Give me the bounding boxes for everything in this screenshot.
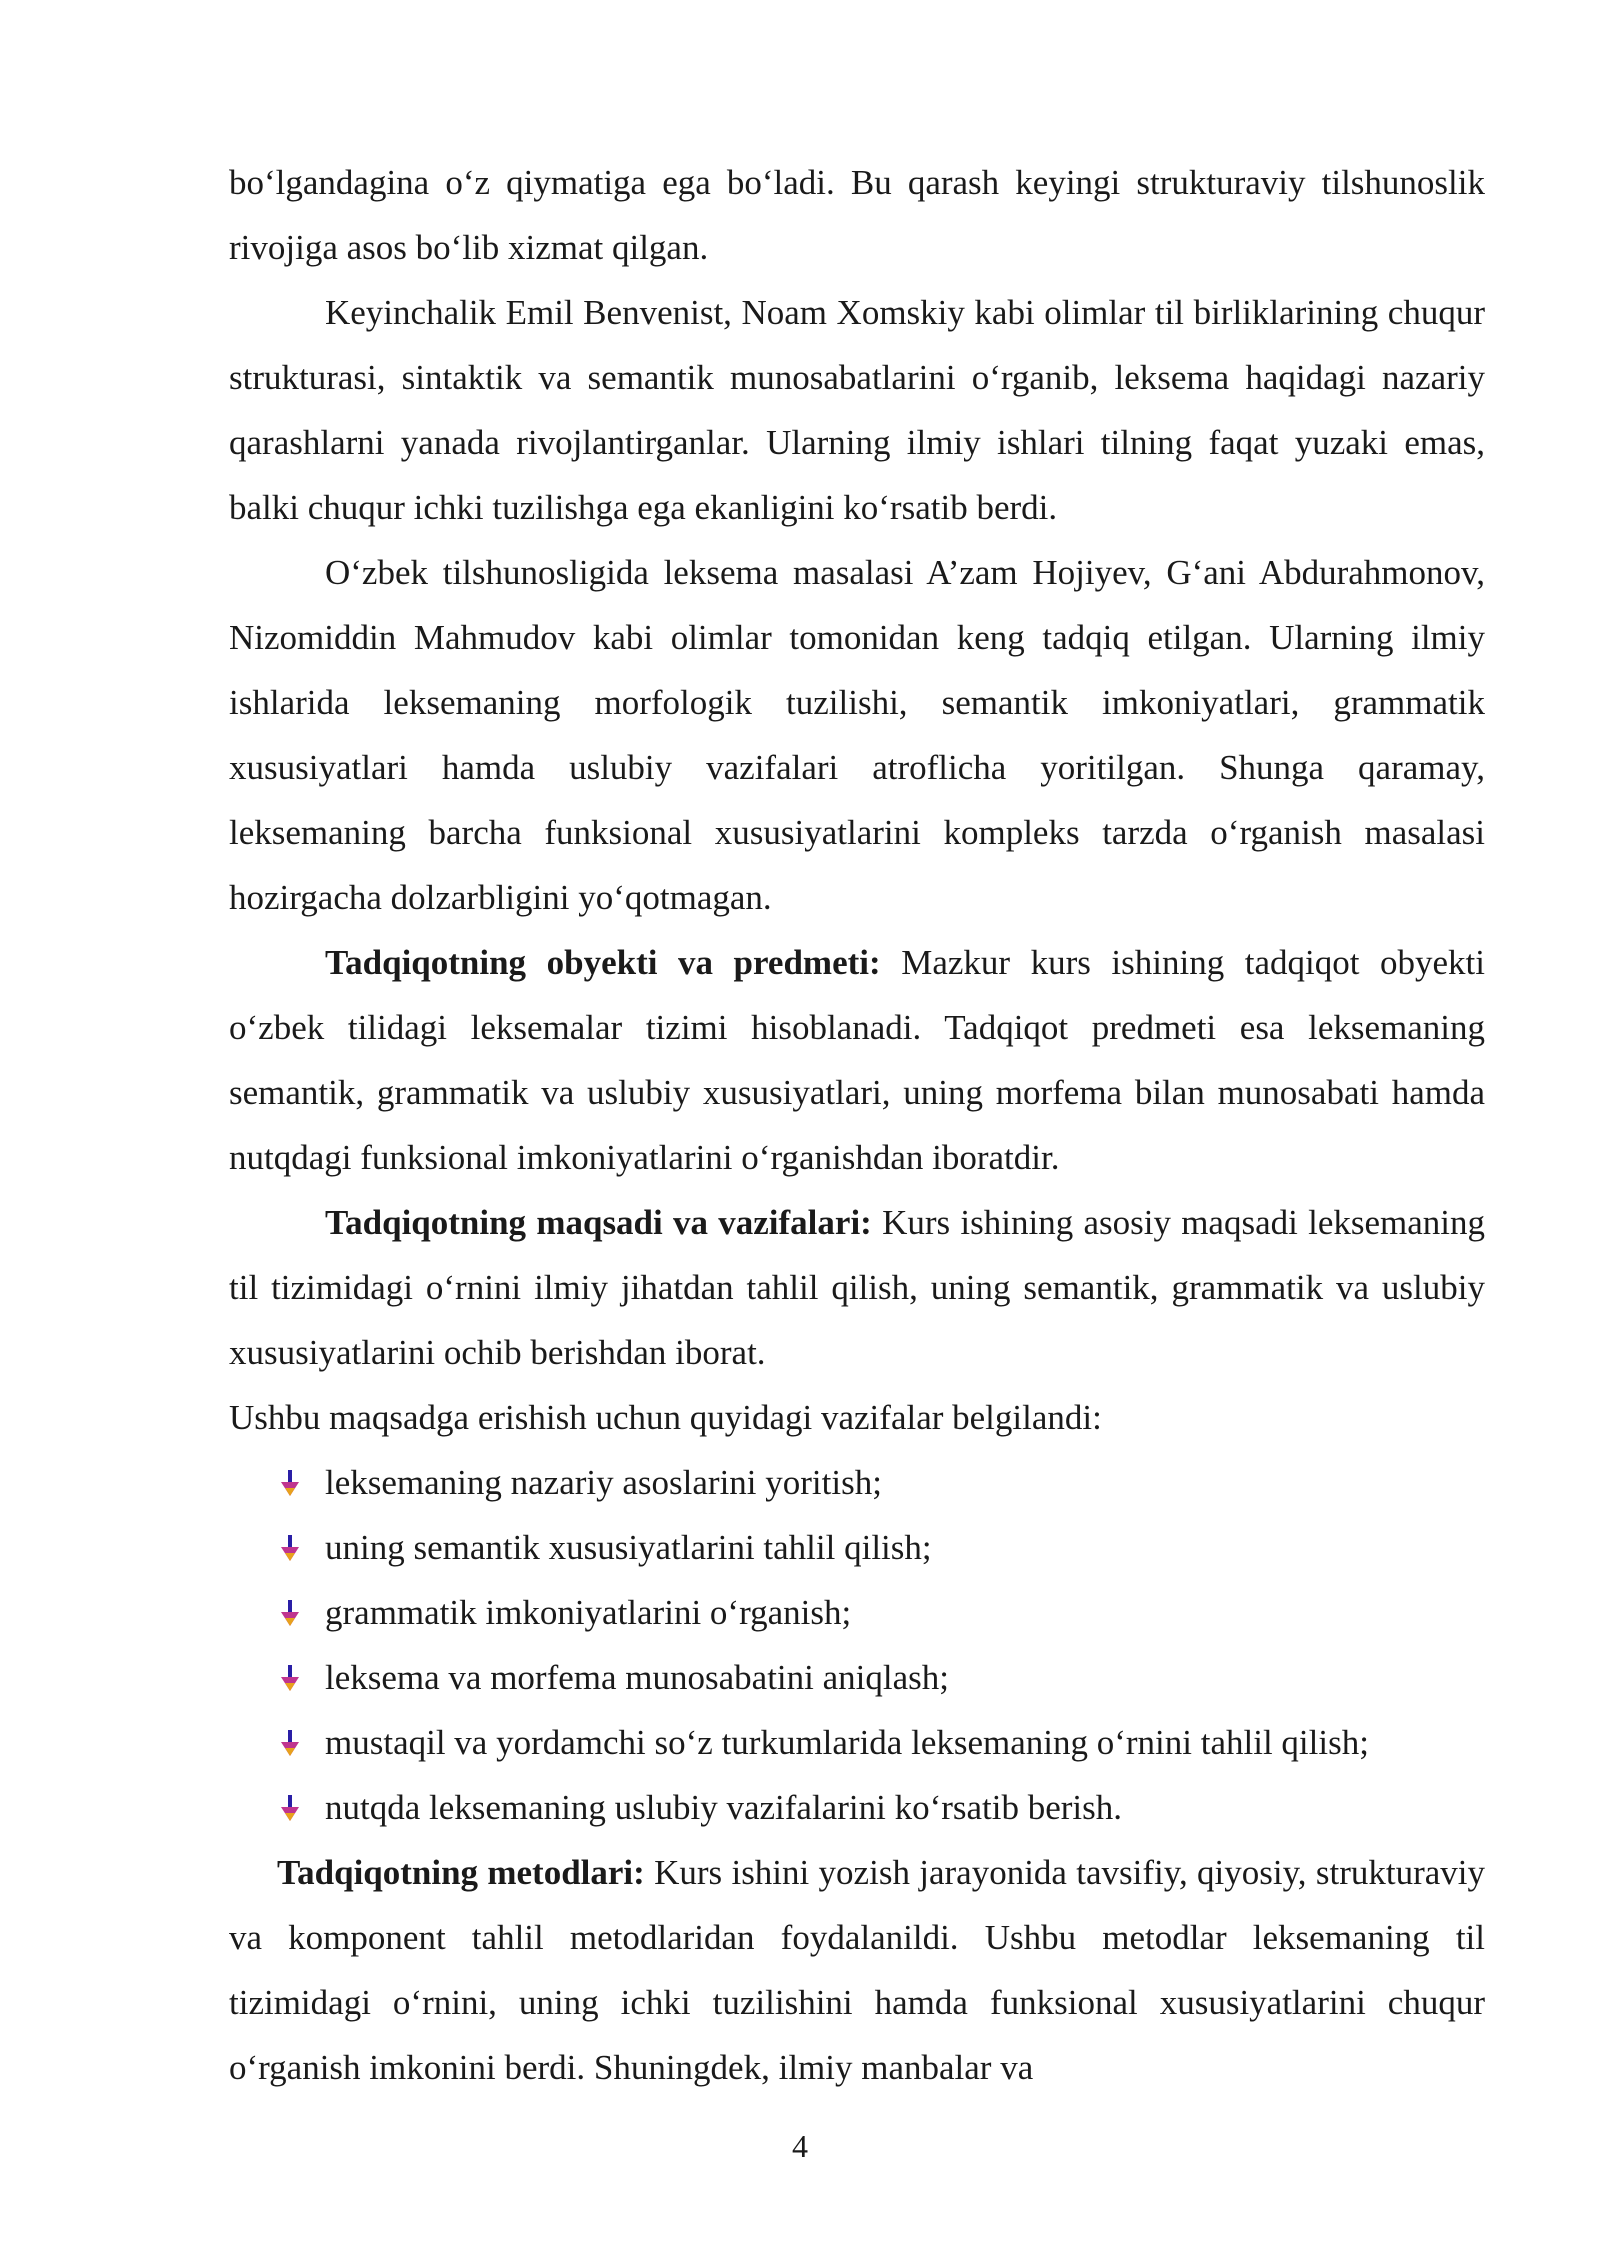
arrow-down-icon — [279, 1470, 301, 1498]
paragraph-uzbek-linguistics: O‘zbek tilshunosligida leksema masalasi A’zam Hojiyev, G‘ani Abdurahmonov, Nizomiddin Mahmudov kabi olimlar tomonidan keng tadqiq etilgan. Ularning ilmiy ishlarida leksemaning morfologik tuzilishi, semantik imkoniyatlari, grammatik xususiyatlari hamda uslubiy vazifalari atroflicha yoritilgan. Shunga qaramay, leksemaning barcha funksional xususiyatlarini kompleks tarzda o‘rganish masalasi hozirgacha dolzarbligini yo‘qotmagan. — [229, 553, 1485, 917]
paragraph-benveniste: Keyinchalik Emil Benvenist, Noam Xomskiy kabi olimlar til birliklarining chuqur strukturasi, sintaktik va semantik munosabatlarini o‘rganib, leksema haqidagi nazariy qarashlarni yanada rivojlantirganlar. Ularning ilmiy ishlari tilning faqat yuzaki emas, balki chuqur ichki tuzilishga ega ekanligini ko‘rsatib berdi. — [229, 293, 1485, 527]
list-item — [229, 1710, 1485, 1775]
arrow-down-icon — [279, 1535, 301, 1563]
arrow-down-icon — [279, 1600, 301, 1628]
page-number: 4 — [792, 2128, 808, 2164]
arrow-down-icon — [279, 1795, 301, 1823]
arrow-down-icon — [279, 1730, 301, 1758]
list-item — [229, 1450, 1485, 1515]
list-item — [229, 1645, 1485, 1710]
paragraph-methods — [229, 1840, 1485, 2100]
paragraph-object — [229, 930, 1485, 1190]
object-text: Mazkur kurs ishining tadqiqot obyekti o‘zbek tilidagi leksemalar tizimi hisoblanadi. Tadqiqot predmeti esa leksemaning semantik, grammatik va uslubiy xususiyatlari, uning morfema bilan munosabati hamda nutqdagi funksional imkoniyatlarini o‘rganishdan iboratdir. — [229, 943, 1486, 1177]
aim-text: Kurs ishining asosiy maqsadi leksemaning til tizimidagi o‘rnini ilmiy jihatdan tahlil qilish, uning semantik, grammatik va uslubiy xususiyatlarini ochib berishdan iborat. — [229, 1203, 1485, 1372]
task-text: mustaqil va yordamchi so‘z turkumlarida leksemaning o‘rnini tahlil qilish; — [325, 1723, 1369, 1762]
task-text: uning semantik xususiyatlarini tahlil qilish; — [325, 1528, 932, 1567]
arrow-down-icon — [279, 1665, 301, 1693]
task-text: grammatik imkoniyatlarini o‘rganish; — [325, 1593, 852, 1632]
task-list — [229, 1450, 1485, 1840]
aim-heading: Tadqiqotning maqsadi va vazifalari: — [325, 1203, 872, 1242]
list-item — [229, 1515, 1485, 1580]
object-heading: Tadqiqotning obyekti va predmeti: — [325, 943, 881, 982]
methods-text: Kurs ishini yozish jarayonida tavsifiy, qiyosiy, strukturaviy va komponent tahlil metodlaridan foydalanildi. Ushbu metodlar leksemaning til tizimidagi o‘rnini, uning ichki tuzilishini hamda funksional xususiyatlarini chuqur o‘rganish imkonini berdi. Shuningdek, ilmiy manbalar va — [229, 1853, 1485, 2087]
list-item — [229, 1775, 1485, 1840]
list-item — [229, 1580, 1485, 1645]
task-text: leksemaning nazariy asoslarini yoritish; — [325, 1463, 882, 1502]
paragraph-continuation: bo‘lgandagina o‘z qiymatiga ega bo‘ladi. Bu qarash keyingi strukturaviy tilshunoslik rivojiga asos bo‘lib xizmat qilgan. — [229, 163, 1485, 267]
task-text: nutqda leksemaning uslubiy vazifalarini ko‘rsatib berish. — [325, 1788, 1123, 1827]
paragraph-aim — [229, 1190, 1485, 1385]
tasks-intro: Ushbu maqsadga erishish uchun quyidagi vazifalar belgilandi: — [229, 1398, 1102, 1437]
task-text: leksema va morfema munosabatini aniqlash; — [325, 1658, 949, 1697]
body-text — [229, 150, 1485, 2100]
methods-heading: Tadqiqotning metodlari: — [277, 1853, 645, 1892]
